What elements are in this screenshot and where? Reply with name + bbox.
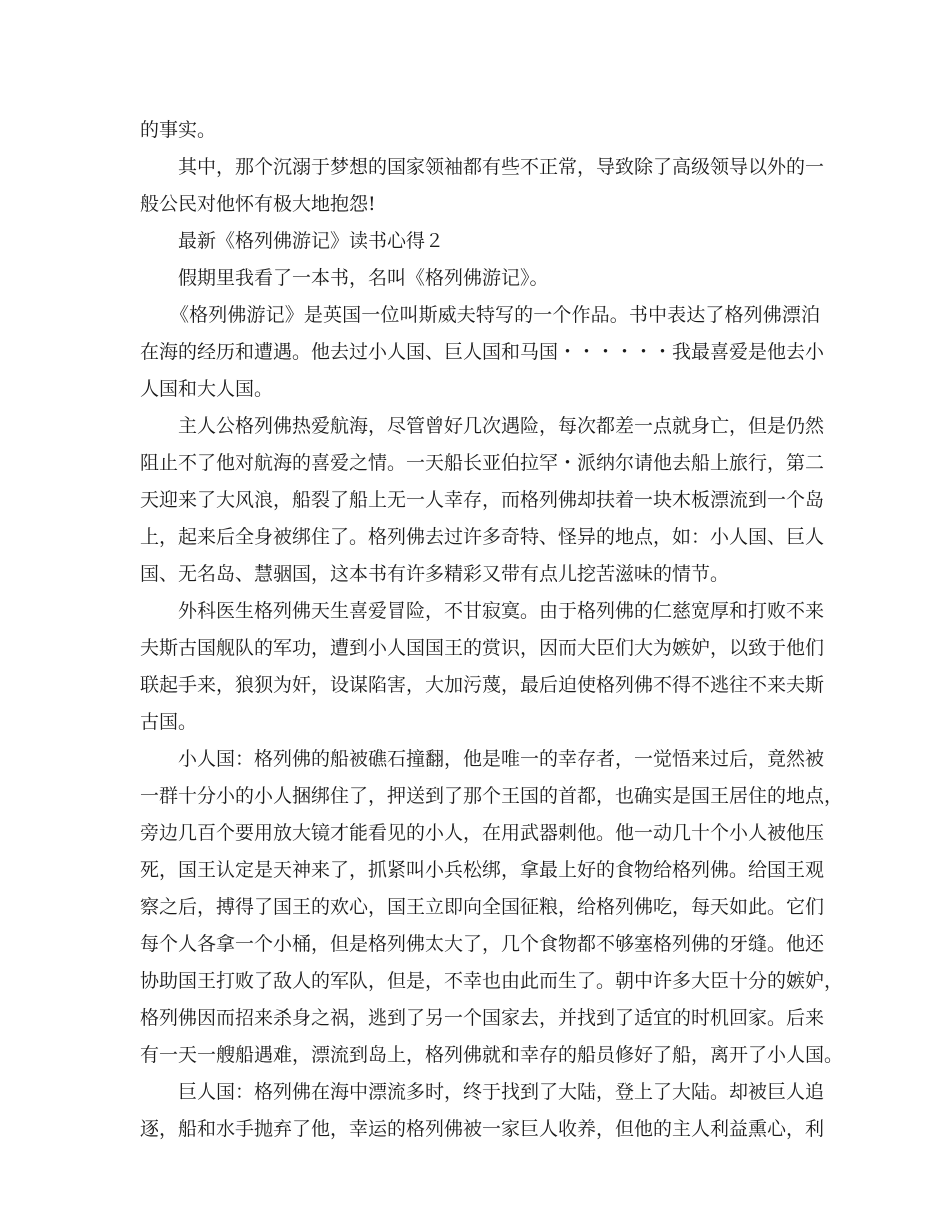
text-line: 天迎来了大风浪，船裂了船上无一人幸存，而格列佛却扶着一块木板漂流到一个岛 — [140, 489, 825, 511]
text-line: 的事实。 — [140, 119, 217, 141]
text-line: 般公民对他怀有极大地抱怨! — [140, 193, 376, 215]
text-line: 古国。 — [140, 711, 198, 733]
text-line: 在海的经历和遭遇。他去过小人国、巨人国和马国・・・・・・我最喜爱是他去小 — [140, 341, 825, 363]
text-line: 《格列佛游记》是英国一位叫斯威夫特写的一个作品。书中表达了格列佛漂泊 — [170, 304, 820, 326]
text-line: 一群十分小的小人捆绑住了，押送到了那个王国的首都，也确实是国王居住的地点， — [140, 785, 844, 807]
text-line: 察之后，搏得了国王的欢心，国王立即向全国征粮，给格列佛吃，每天如此。它们 — [140, 896, 825, 918]
text-line: 假期里我看了一本书，名叫《格列佛游记》。 — [178, 267, 549, 289]
text-line: 人国和大人国。 — [140, 378, 274, 400]
text-line: 其中，那个沉溺于梦想的国家领袖都有些不正常，导致除了高级领导以外的一 — [178, 156, 825, 178]
text-line: 死，国王认定是天神来了，抓紧叫小兵松绑，拿最上好的食物给格列佛。给国王观 — [140, 859, 825, 881]
text-line: 联起手来，狼狈为奸，设谋陷害，大加污蔑，最后迫使格列佛不得不逃往不来夫斯 — [140, 674, 825, 696]
text-line: 每个人各拿一个小桶，但是格列佛太大了，几个食物都不够塞格列佛的牙缝。他还 — [140, 933, 825, 955]
text-line: 主人公格列佛热爱航海，尽管曾好几次遇险，每次都差一点就身亡，但是仍然 — [178, 415, 825, 437]
text-line: 上，起来后全身被绑住了。格列佛去过许多奇特、怪异的地点，如：小人国、巨人 — [140, 526, 825, 548]
text-line: 有一天一艘船遇难，漂流到岛上，格列佛就和幸存的船员修好了船，离开了小人国。 — [140, 1044, 844, 1066]
text-line: 夫斯古国舰队的军功，遭到小人国国王的赏识，因而大臣们大为嫉妒，以致于他们 — [140, 637, 825, 659]
text-line: 阻止不了他对航海的喜爱之情。一天船长亚伯拉罕・派纳尔请他去船上旅行，第二 — [140, 452, 825, 474]
text-line: 格列佛因而招来杀身之祸，逃到了另一个国家去，并找到了适宜的时机回家。后来 — [140, 1007, 825, 1029]
text-line: 国、无名岛、慧骃国，这本书有许多精彩又带有点儿挖苦滋味的情节。 — [140, 563, 730, 585]
text-line: 巨人国：格列佛在海中漂流多时，终于找到了大陆，登上了大陆。却被巨人追 — [178, 1081, 825, 1103]
text-line: 外科医生格列佛天生喜爱冒险，不甘寂寞。由于格列佛的仁慈宽厚和打败不来 — [178, 600, 825, 622]
text-line: 协助国王打败了敌人的军队，但是，不幸也由此而生了。朝中许多大臣十分的嫉妒， — [140, 970, 844, 992]
text-line: 逐，船和水手抛弃了他，幸运的格列佛被一家巨人收养，但他的主人利益熏心，利 — [140, 1118, 825, 1140]
text-line: 小人国：格列佛的船被礁石撞翻，他是唯一的幸存者，一觉悟来过后，竟然被 — [178, 748, 825, 770]
section-heading: 最新《格列佛游记》读书心得２ — [178, 230, 445, 252]
text-line: 旁边几百个要用放大镜才能看见的小人，在用武器刺他。他一动几十个小人被他压 — [140, 822, 825, 844]
